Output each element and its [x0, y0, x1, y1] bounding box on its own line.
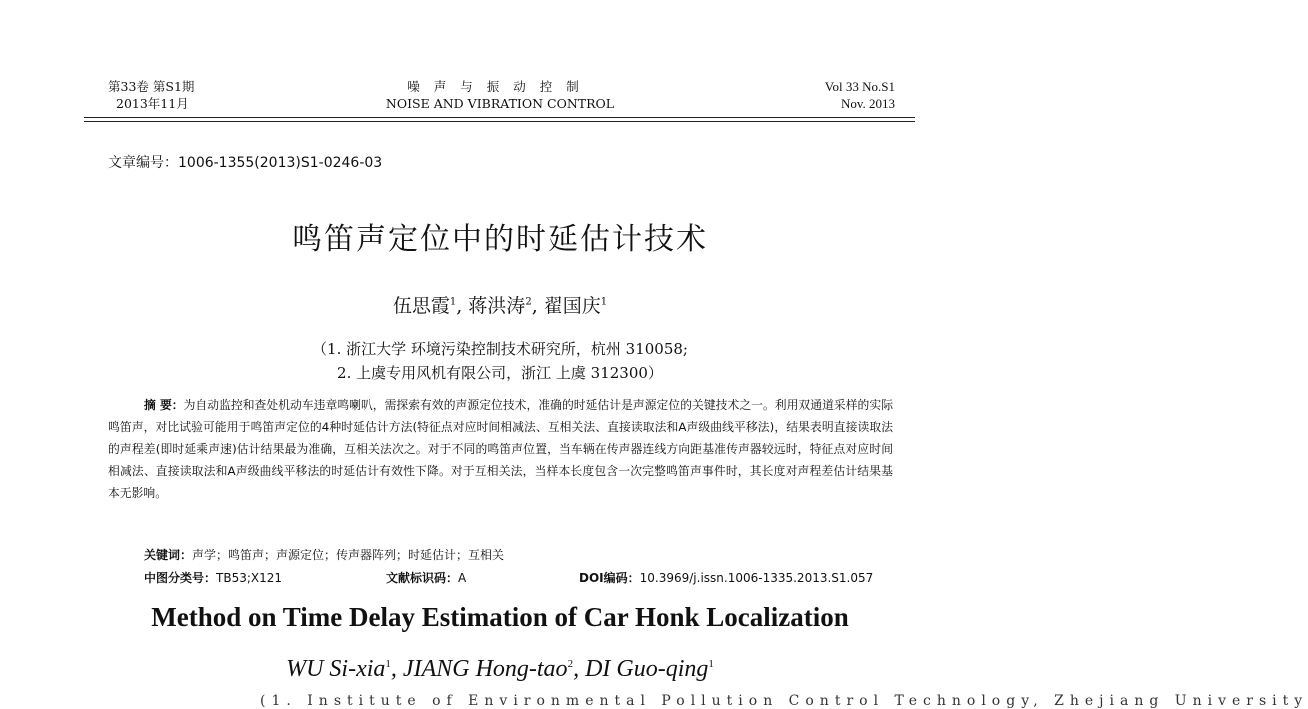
issue-date-en: Nov. 2013: [840, 96, 895, 111]
affiliation-en-cutoff: (1. Institute of Environmental Pollution Control Technology, Zhejiang University: [260, 693, 1308, 709]
author-name: 蒋洪涛: [468, 295, 526, 317]
keywords: [144, 546, 504, 563]
journal-issue-info-en: [700, 78, 895, 112]
document-code-value: A: [458, 571, 467, 585]
volume-issue-en: Vol 33 No.S1: [824, 79, 895, 94]
classification-number: [144, 569, 282, 586]
author-list-cn: [0, 291, 1000, 318]
abstract-text: 为自动监控和查处机动车违章鸣喇叭，需探索有效的声源定位技术，准确的时延估计是声源定位的关键技术之一。利用双通道采样的实际鸣笛声，对比试验可能用于鸣笛声定位的4种时延估计方法(特征点对应时间相减法、互相关法、直接读取法和A声级曲线平移法)，结果表明直接读取法的声程差(即时延乘声速)估计结果最为准确，互相关法次之。对于不同的鸣笛声位置，当车辆在传声器连线方向距基准传声器较远时，特征点对应时间相减法、直接读取法和A声级曲线平移法的时延估计有效性下降。对于互相关法，当样本长度包含一次完整鸣笛声事件时，其长度对声程差估计结果基本无影响。: [108, 398, 893, 500]
affiliation-mark: 1: [708, 658, 714, 670]
journal-name-en: NOISE AND VIBRATION CONTROL: [385, 96, 615, 111]
author-name-en: WU Si-xia: [286, 656, 386, 682]
keywords-text: 声学；鸣笛声；声源定位；传声器阵列；时延估计；互相关: [192, 548, 505, 562]
author-name: 伍思霞: [392, 295, 450, 317]
paper-title-cn: 鸣笛声定位中的时延估计技术: [292, 222, 708, 257]
affiliation-mark: 1: [449, 296, 457, 308]
author-name-en: JIANG Hong-tao: [402, 656, 568, 682]
doi-value: 10.3969/j.issn.1006-1335.2013.S1.057: [639, 571, 874, 585]
author-separator: ,: [573, 656, 586, 682]
affiliation-mark: 1: [385, 658, 391, 670]
abstract-label: 摘 要：: [144, 398, 184, 412]
classification-label: 中图分类号：: [144, 571, 217, 585]
document-code: [386, 569, 466, 586]
author-separator: ,: [390, 656, 403, 682]
doi-label: DOI编码：: [579, 571, 640, 585]
paper-title-en: Method on Time Delay Estimation of Car Honk Localization: [151, 602, 849, 632]
affiliation-line: （1. 浙江大学 环境污染控制技术研究所，杭州 310058;: [312, 340, 688, 358]
classification-value: TB53;X121: [216, 571, 283, 585]
document-code-label: 文献标识码：: [386, 571, 459, 585]
header-rule-thick: [84, 121, 915, 122]
author-separator: ,: [531, 295, 544, 317]
affiliation-line: 2. 上虞专用风机有限公司，浙江 上虞 312300）: [337, 364, 663, 382]
header-rule-thin: [84, 117, 915, 118]
author-separator: ,: [456, 295, 469, 317]
volume-issue: 第33卷 第S1期: [108, 79, 195, 94]
affiliation-mark: 1: [600, 296, 608, 308]
affiliation-mark: 2: [567, 658, 574, 670]
issue-date: 2013年11月: [116, 96, 189, 111]
doi: [579, 569, 873, 586]
abstract: [108, 394, 893, 504]
keywords-label: 关键词：: [144, 548, 193, 562]
journal-name-cn: 噪声与振动控制: [407, 79, 593, 94]
article-number: 文章编号：1006-1355(2013)S1-0246-03: [108, 155, 383, 171]
author-list-en: [0, 656, 1000, 683]
author-name-en: DI Guo-qing: [585, 656, 709, 682]
affiliation-mark: 2: [525, 296, 532, 308]
author-name: 翟国庆: [543, 295, 601, 317]
